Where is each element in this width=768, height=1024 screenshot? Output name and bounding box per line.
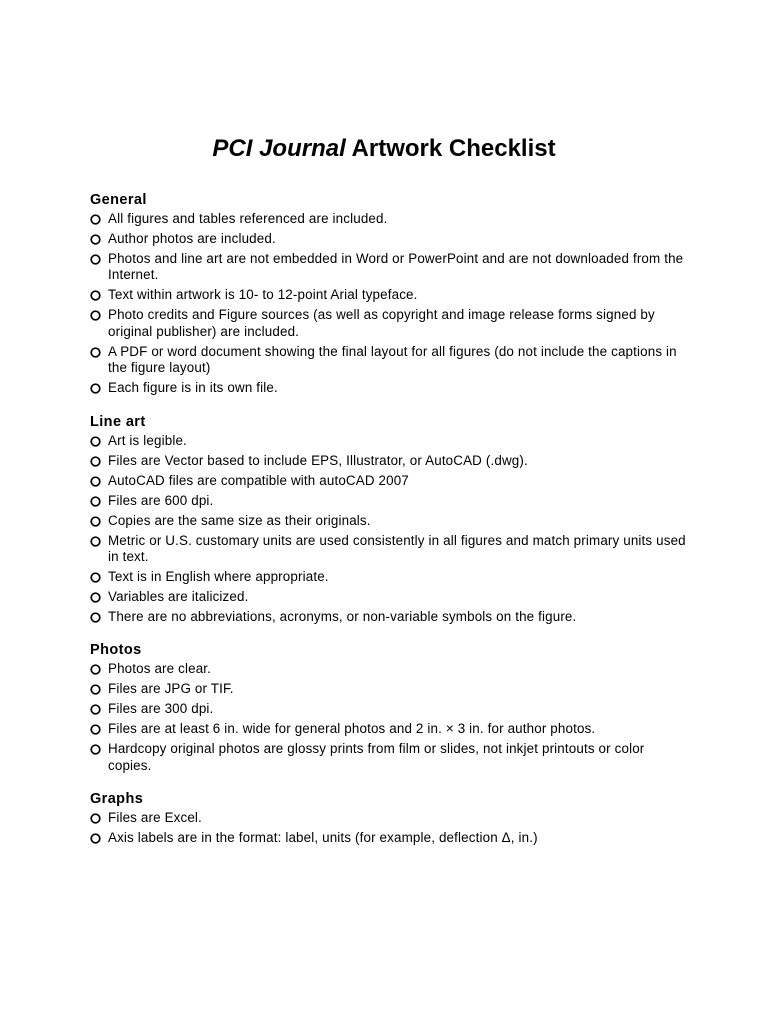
- checkbox-circle-icon: [90, 234, 101, 245]
- checklist-items: [90, 661, 690, 774]
- checkbox-circle-icon: [90, 310, 101, 321]
- checklist-item: [90, 681, 690, 697]
- checkbox-circle-icon: [90, 684, 101, 695]
- checklist-item-text: Author photos are included.: [108, 231, 276, 246]
- checklist-item: [90, 609, 690, 625]
- checklist-item-text: Files are JPG or TIF.: [108, 681, 234, 697]
- checkbox-circle-icon: [90, 254, 101, 265]
- checklist-item-text: AutoCAD files are compatible with autoCAD 2007: [108, 472, 409, 488]
- checklist-item-text: Photo credits and Figure sources (as well as copyright and image release forms signed by original publisher) are included.: [108, 307, 655, 339]
- checkbox-circle-icon: [90, 536, 101, 547]
- checklist-content: [90, 190, 690, 850]
- checklist-item-text: Art is legible.: [108, 432, 187, 448]
- checkbox-circle-icon: [90, 572, 101, 583]
- checkbox-circle-icon: [90, 612, 101, 623]
- checklist-item-text: Files are at least 6 in. wide for general photos and 2 in. × 3 in. for author photos.: [108, 721, 596, 737]
- checklist-section-photos: [90, 640, 690, 774]
- checklist-item-text: A PDF or word document showing the final layout for all figures (do not include the captions in the figure layout): [108, 343, 677, 376]
- checklist-item-text: Copies are the same size as their originals.: [108, 512, 371, 528]
- checkbox-circle-icon: [90, 436, 101, 447]
- checkbox-circle-icon: [90, 664, 101, 675]
- checkbox-circle-icon: [90, 383, 101, 394]
- checkbox-circle-icon: [90, 476, 101, 487]
- checklist-item: [90, 307, 690, 340]
- checkbox-circle-icon: [90, 214, 101, 225]
- checklist-item: [90, 513, 690, 529]
- checkbox-circle-icon: [90, 290, 101, 301]
- checklist-item: [90, 211, 690, 227]
- checklist-item: [90, 533, 690, 566]
- checkbox-circle-icon: [90, 516, 101, 527]
- checklist-section-line-art: [90, 412, 690, 626]
- checklist-item-text: Axis labels are in the format: label, units (for example, deflection Δ, in.): [108, 830, 538, 846]
- checklist-item-text: Files are 600 dpi.: [108, 492, 214, 508]
- checkbox-circle-icon: [90, 744, 101, 755]
- checklist-item-text: Variables are italicized.: [108, 589, 249, 605]
- checklist-item: [90, 287, 690, 303]
- checklist-items: [90, 810, 690, 846]
- checklist-item: [90, 493, 690, 509]
- checklist-item: [90, 344, 690, 377]
- checklist-item: [90, 589, 690, 605]
- checklist-item: [90, 569, 690, 585]
- checklist-item: [90, 830, 690, 846]
- checklist-item-text: Metric or U.S. customary units are used consistently in all figures and match primary units used in text.: [108, 532, 686, 565]
- section-heading: Line art: [90, 413, 146, 430]
- checklist-item-text: Files are Vector based to include EPS, Illustrator, or AutoCAD (.dwg).: [108, 452, 528, 468]
- checkbox-circle-icon: [90, 592, 101, 603]
- checklist-item: [90, 251, 690, 284]
- checklist-item-text: Photos are clear.: [108, 661, 212, 677]
- title-journal-name: PCI Journal: [212, 135, 346, 162]
- checklist-item: [90, 433, 690, 449]
- section-heading: General: [90, 192, 147, 208]
- page-title: [0, 134, 768, 164]
- checkbox-circle-icon: [90, 724, 101, 735]
- checklist-item: [90, 721, 690, 737]
- checkbox-circle-icon: [90, 833, 101, 844]
- checklist-item-text: Hardcopy original photos are glossy prints from film or slides, not inkjet printouts or color copies.: [108, 741, 645, 773]
- section-heading: Graphs: [90, 791, 144, 808]
- checklist-item-text: All figures and tables referenced are included.: [108, 211, 388, 226]
- checklist-items: [90, 433, 690, 626]
- checklist-item: [90, 231, 690, 247]
- checkbox-circle-icon: [90, 456, 101, 467]
- checklist-section-general: [90, 190, 690, 397]
- checkbox-circle-icon: [90, 813, 101, 824]
- checklist-item: [90, 741, 690, 774]
- checklist-section-graphs: [90, 789, 690, 846]
- checklist-item-text: There are no abbreviations, acronyms, or non-variable symbols on the figure.: [108, 609, 577, 625]
- checklist-items: [90, 211, 690, 397]
- section-heading: Photos: [90, 642, 142, 659]
- checklist-item: [90, 661, 690, 677]
- checklist-item: [90, 810, 690, 826]
- checklist-item-text: Text is in English where appropriate.: [108, 569, 329, 585]
- checklist-item: [90, 473, 690, 489]
- checklist-item: [90, 453, 690, 469]
- checklist-item: [90, 380, 690, 396]
- checklist-item-text: Text within artwork is 10- to 12-point Arial typeface.: [108, 287, 418, 303]
- checklist-item-text: Files are Excel.: [108, 810, 202, 826]
- checklist-item-text: Files are 300 dpi.: [108, 701, 214, 717]
- checklist-item-text: Each figure is in its own file.: [108, 380, 278, 396]
- checkbox-circle-icon: [90, 704, 101, 715]
- checkbox-circle-icon: [90, 496, 101, 507]
- checkbox-circle-icon: [90, 347, 101, 358]
- checklist-item: [90, 701, 690, 717]
- title-text: Artwork Checklist: [345, 135, 556, 162]
- checklist-item-text: Photos and line art are not embedded in Word or PowerPoint and are not downloaded from the Internet.: [108, 251, 684, 283]
